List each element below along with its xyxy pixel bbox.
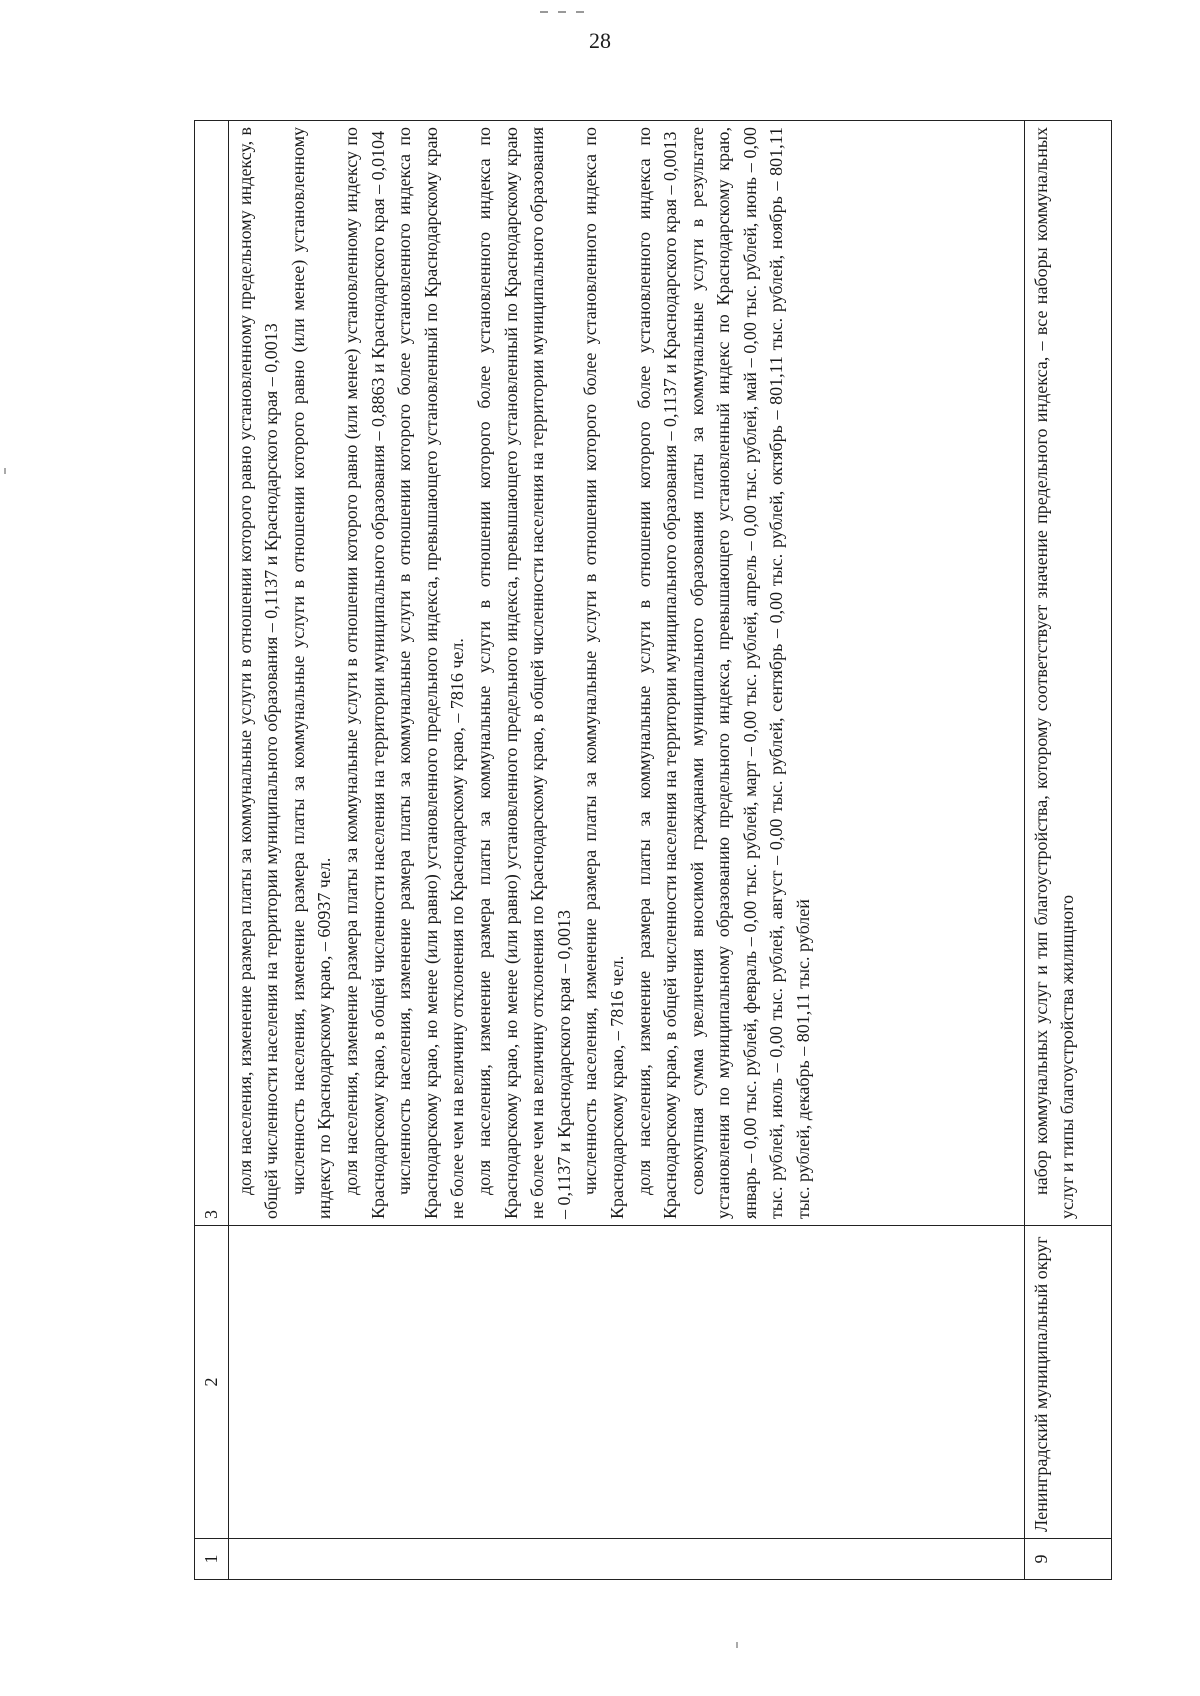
paragraph: доля населения, изменение размера платы за коммунальные услуги в отношении которого более установленного индекса по Краснодарскому краю, в общей численности населения на территории муниципального образования – 0,1137 и Краснодарского края – 0,0013 xyxy=(633,127,681,1219)
row-num-cell xyxy=(228,1539,1024,1580)
paragraph: доля населения, изменение размера платы за коммунальные услуги в отношении которого равно (или менее) установленному индексу по Краснодарскому краю, в общей численности населения на территории муниципального образования – 0,8863 и Краснодарского края – 0,0104 xyxy=(340,127,388,1219)
rotated-table-area xyxy=(194,120,1112,1580)
paragraph: численность населения, изменение размера платы за коммунальные услуги в отношении которого более установленного индекса по Краснодарскому краю, – 7816 чел. xyxy=(580,127,627,1219)
scan-mark xyxy=(540,0,660,4)
paragraph: численность населения, изменение размера платы за коммунальные услуги в отношении которого равно (или менее) установленному индексу по Краснодарскому краю, – 60937 чел. xyxy=(287,127,335,1219)
row-text-cell xyxy=(1024,121,1111,1226)
page-number: 28 xyxy=(589,28,611,53)
paragraph: совокупная сумма увеличения вносимой гражданами муниципального образования платы за коммунальные услуги в результате установления по муниципальному образованию предельного индекса, превышающего установленный индекс по Краснодарскому краю, январь – 0,00 тыс. рублей, февраль – 0,00 тыс. рублей, март – 0,00 тыс. рублей, апрель – 0,00 тыс. рублей, май – 0,00 тыс. рублей, июнь – 0,00 тыс. рублей, июль – 0,00 тыс. рублей, август – 0,00 тыс. рублей, сентябрь – 0,00 тыс. рублей, октябрь – 801,11 тыс. рублей, ноябрь – 801,11 тыс. рублей, декабрь – 801,11 тыс. рублей xyxy=(686,127,814,1219)
data-table xyxy=(194,120,1112,1580)
table-row xyxy=(1024,121,1111,1580)
scan-dot xyxy=(4,468,6,474)
paragraph: доля населения, изменение размера платы за коммунальные услуги в отношении которого равно установленному предельному индексу, в общей численности населения на территории муниципального образования – 0,1137 и Краснодарского края – 0,0013 xyxy=(234,127,282,1219)
row-number: 9 xyxy=(1024,1539,1111,1580)
header-col-3: 3 xyxy=(195,121,229,1226)
scan-dot xyxy=(736,1642,738,1648)
paragraph: доля населения, изменение размера платы за коммунальные услуги в отношении которого более установленного индекса по Краснодарскому краю, но менее (или равно) установленного предельного индекса, превышающего установленный по Краснодарскому краю не более чем на величину отклонения по Краснодарскому краю, в общей численности населения на территории муниципального образования – 0,1137 и Краснодарского края – 0,0013 xyxy=(473,127,574,1219)
row-text-cell xyxy=(228,121,1024,1226)
header-col-2: 2 xyxy=(195,1226,229,1539)
paragraph: численность населения, изменение размера платы за коммунальные услуги в отношении которого более установленного индекса по Краснодарскому краю, но менее (или равно) установленного предельного индекса, превышающего установленный по Краснодарскому краю не более чем на величину отклонения по Краснодарскому краю, – 7816 чел. xyxy=(394,127,468,1219)
table-row xyxy=(228,121,1024,1580)
paragraph: набор коммунальных услуг и тип благоустройства, которому соответствует значение предельного индекса, – все наборы коммунальных услуг и типы благоустройства жилищного xyxy=(1030,127,1078,1219)
municipality-name: Ленинградский муниципальный округ xyxy=(1024,1226,1111,1539)
header-col-1: 1 xyxy=(195,1539,229,1580)
row-name-cell xyxy=(228,1226,1024,1539)
header-row xyxy=(195,121,229,1580)
